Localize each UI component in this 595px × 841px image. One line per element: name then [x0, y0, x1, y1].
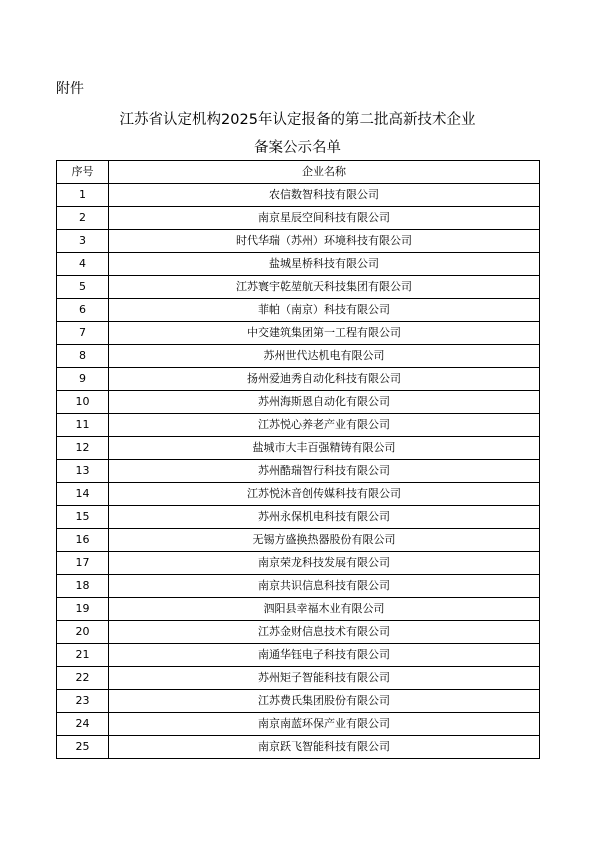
company-name: 苏州酷瑞智行科技有限公司 [109, 460, 540, 483]
company-name: 时代华瑞（苏州）环境科技有限公司 [109, 230, 540, 253]
table-row [57, 207, 540, 230]
company-name: 苏州永保机电科技有限公司 [109, 506, 540, 529]
company-name: 苏州矩子智能科技有限公司 [109, 667, 540, 690]
table-row [57, 276, 540, 299]
company-name: 江苏金财信息技术有限公司 [109, 621, 540, 644]
table-row [57, 437, 540, 460]
company-name: 南京星辰空间科技有限公司 [109, 207, 540, 230]
table-row [57, 230, 540, 253]
row-index: 13 [57, 460, 109, 483]
company-name: 江苏费氏集团股份有限公司 [109, 690, 540, 713]
row-index: 22 [57, 667, 109, 690]
company-name: 苏州海斯恩自动化有限公司 [109, 391, 540, 414]
company-name: 南京共识信息科技有限公司 [109, 575, 540, 598]
table-row [57, 690, 540, 713]
company-name: 盐城市大丰百强精铸有限公司 [109, 437, 540, 460]
table-row [57, 391, 540, 414]
company-name: 无锡方盛换热器股份有限公司 [109, 529, 540, 552]
company-name: 苏州世代达机电有限公司 [109, 345, 540, 368]
table-row [57, 644, 540, 667]
table-row [57, 368, 540, 391]
row-index: 15 [57, 506, 109, 529]
row-index: 14 [57, 483, 109, 506]
company-name: 农信数智科技有限公司 [109, 184, 540, 207]
company-name: 南京荣龙科技发展有限公司 [109, 552, 540, 575]
company-name: 泗阳县幸福木业有限公司 [109, 598, 540, 621]
table-row [57, 253, 540, 276]
row-index: 24 [57, 713, 109, 736]
row-index: 6 [57, 299, 109, 322]
row-index: 23 [57, 690, 109, 713]
table-body [57, 184, 540, 759]
row-index: 20 [57, 621, 109, 644]
company-name: 盐城星桥科技有限公司 [109, 253, 540, 276]
row-index: 4 [57, 253, 109, 276]
row-index: 11 [57, 414, 109, 437]
row-index: 12 [57, 437, 109, 460]
row-index: 21 [57, 644, 109, 667]
row-index: 8 [57, 345, 109, 368]
company-name: 菲帕（南京）科技有限公司 [109, 299, 540, 322]
table-row [57, 552, 540, 575]
document-title: 江苏省认定机构2025年认定报备的第二批高新技术企业 [119, 112, 476, 128]
table-row [57, 621, 540, 644]
row-index: 7 [57, 322, 109, 345]
company-name: 南京南蓝环保产业有限公司 [109, 713, 540, 736]
company-name: 中交建筑集团第一工程有限公司 [109, 322, 540, 345]
table-row [57, 299, 540, 322]
company-name: 江苏悦沐音创传媒科技有限公司 [109, 483, 540, 506]
table-row [57, 460, 540, 483]
document-subtitle: 备案公示名单 [254, 140, 341, 156]
table-row [57, 598, 540, 621]
table-row [57, 529, 540, 552]
row-index: 9 [57, 368, 109, 391]
table-row [57, 184, 540, 207]
company-list-table [56, 160, 540, 759]
row-index: 19 [57, 598, 109, 621]
row-index: 18 [57, 575, 109, 598]
company-name: 江苏悦心养老产业有限公司 [109, 414, 540, 437]
company-name: 南京跃飞智能科技有限公司 [109, 736, 540, 759]
table-row [57, 414, 540, 437]
row-index: 2 [57, 207, 109, 230]
company-name: 江苏寰宇乾堃航天科技集团有限公司 [109, 276, 540, 299]
company-name: 扬州爱迪秀自动化科技有限公司 [109, 368, 540, 391]
row-index: 5 [57, 276, 109, 299]
table-header-row [57, 161, 540, 184]
company-name: 南通华钰电子科技有限公司 [109, 644, 540, 667]
table-row [57, 575, 540, 598]
attachment-label: 附件 [56, 81, 84, 97]
row-index: 17 [57, 552, 109, 575]
header-index: 序号 [57, 161, 109, 184]
table-row [57, 506, 540, 529]
table-row [57, 736, 540, 759]
row-index: 16 [57, 529, 109, 552]
row-index: 10 [57, 391, 109, 414]
row-index: 3 [57, 230, 109, 253]
table-row [57, 345, 540, 368]
table-row [57, 667, 540, 690]
row-index: 25 [57, 736, 109, 759]
table-row [57, 322, 540, 345]
table-row [57, 483, 540, 506]
header-company-name: 企业名称 [109, 161, 540, 184]
row-index: 1 [57, 184, 109, 207]
table-row [57, 713, 540, 736]
